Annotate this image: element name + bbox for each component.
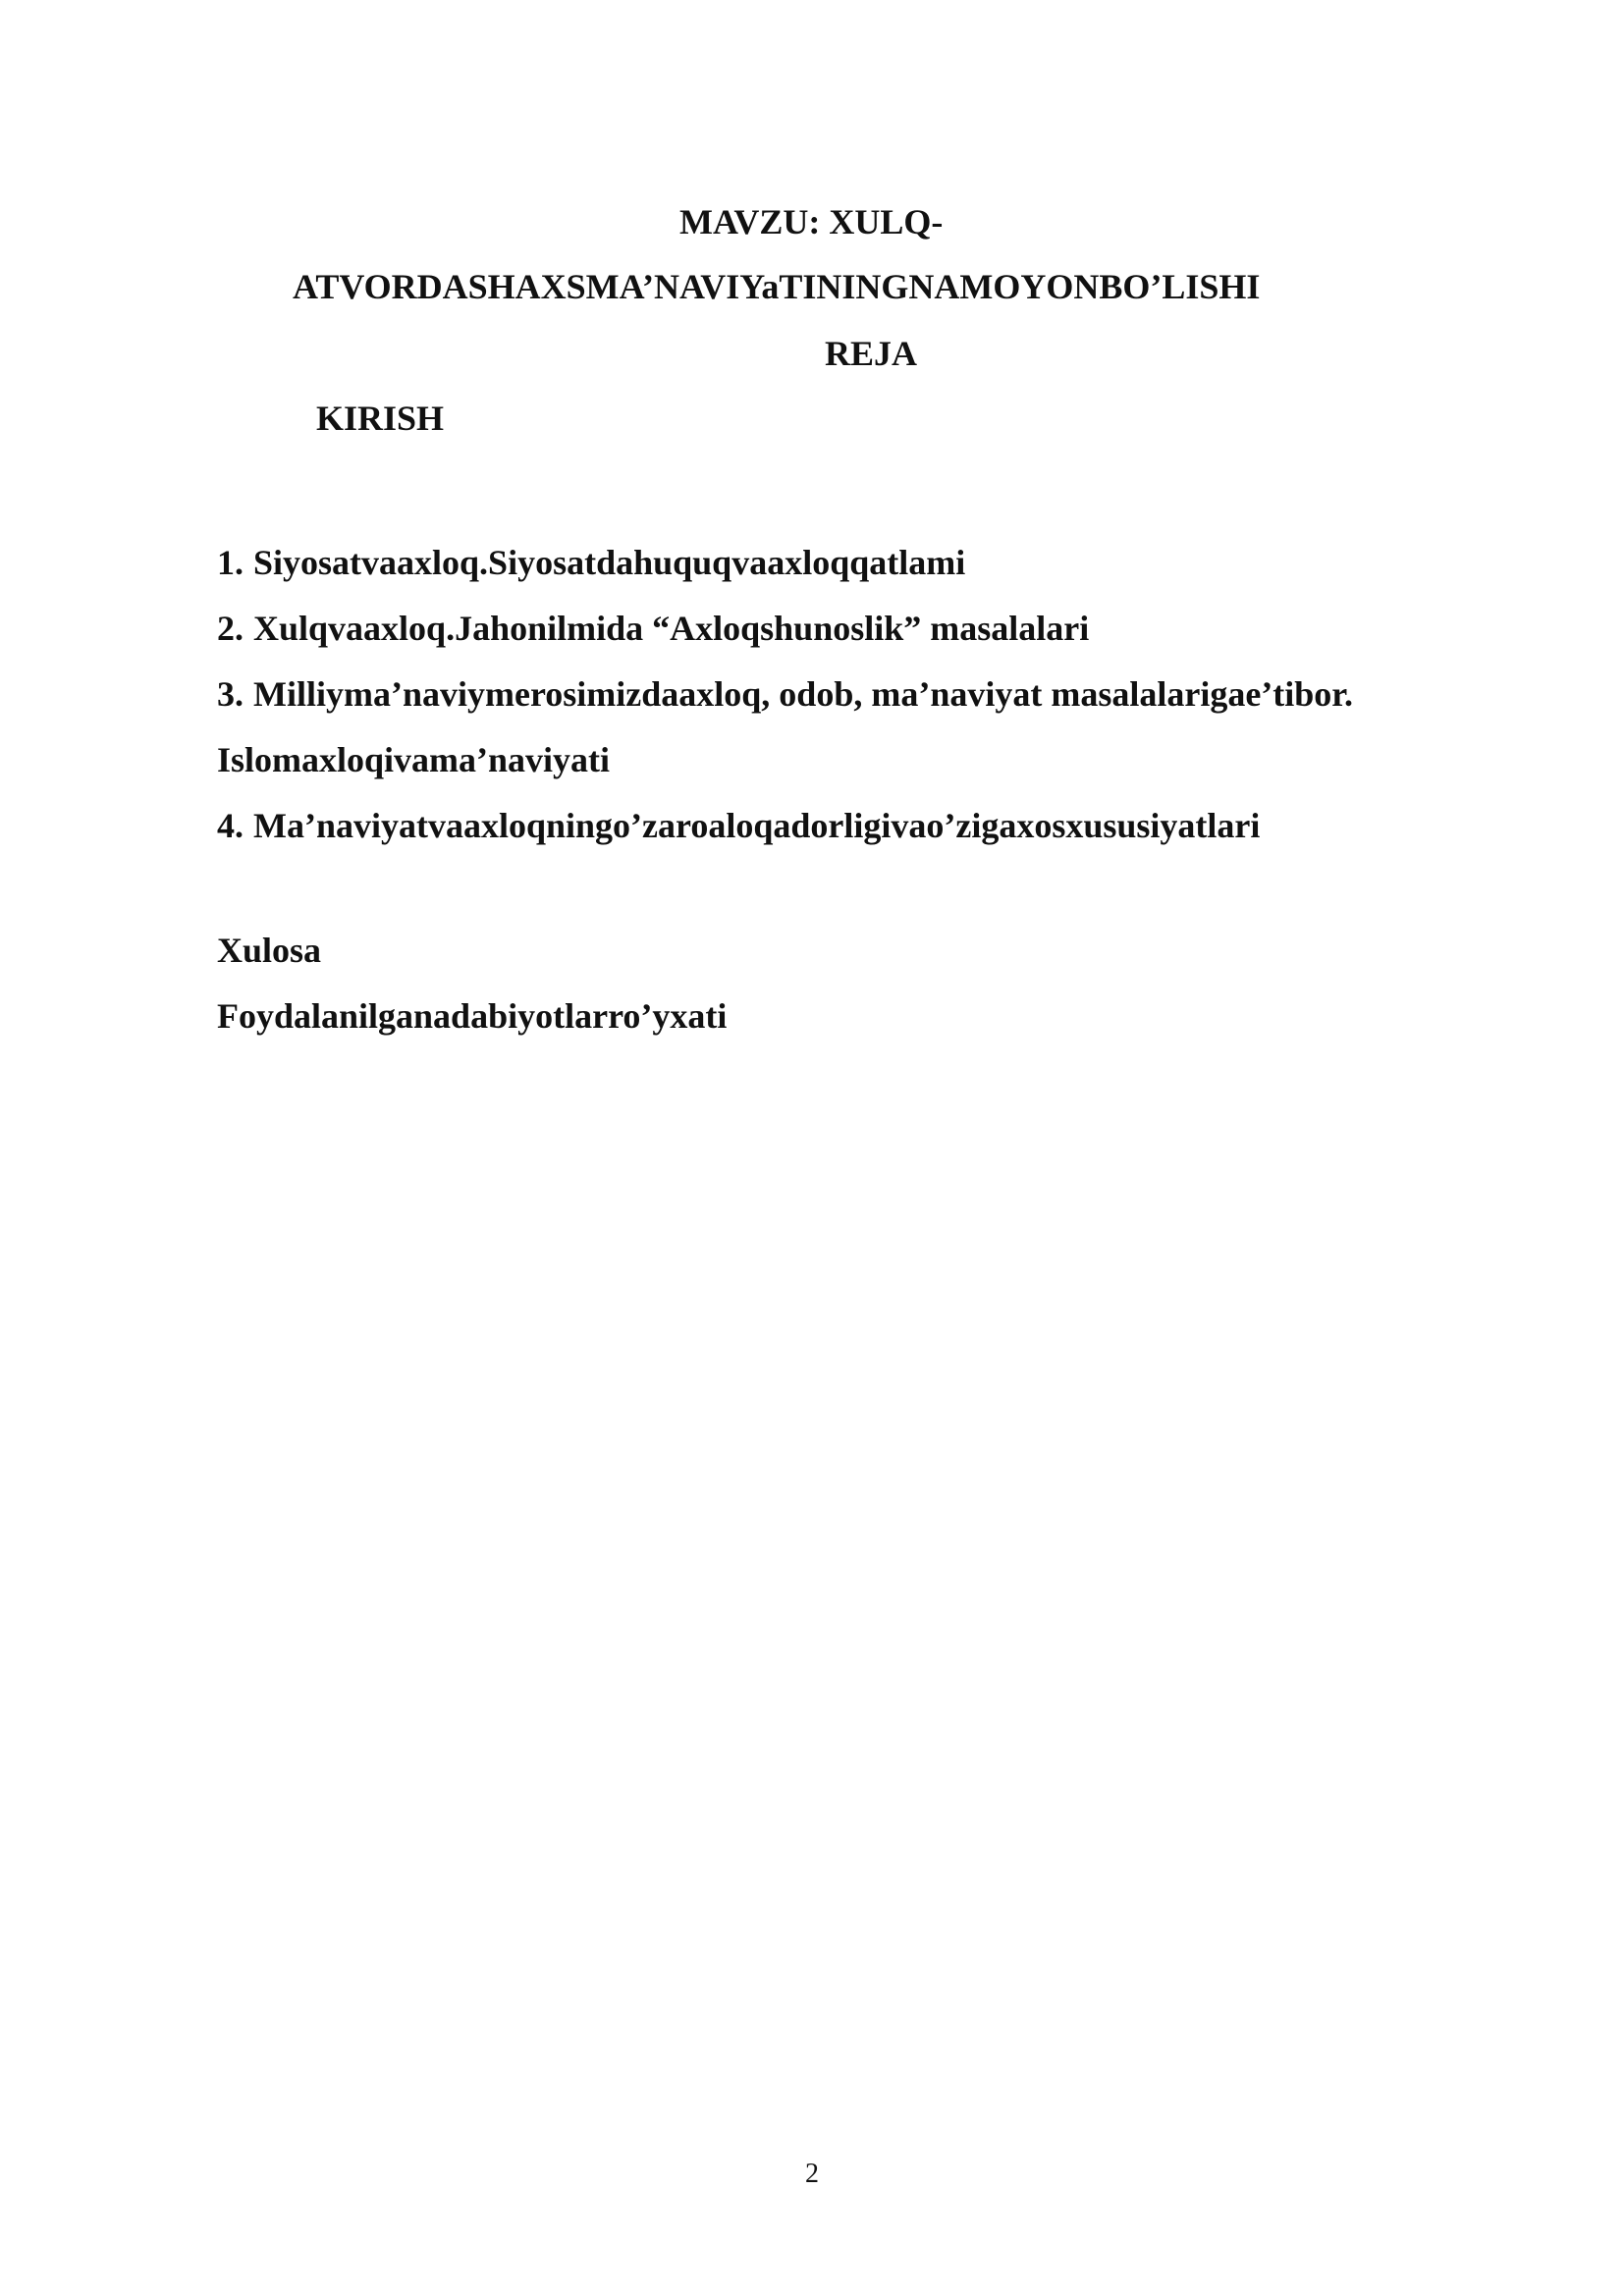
plan-item-text: Ma’naviyatvaaxloqningo’zaroaloqadorligivao’zigaxosxususiyatlari bbox=[253, 806, 1261, 845]
plan-item-2 bbox=[217, 596, 1444, 662]
document-title-line-1: MAVZU: XULQ- bbox=[679, 202, 944, 241]
plan-item-text: Xulqvaaxloq.Jahonilmida “Axloqshunoslik” masalalari bbox=[253, 609, 1090, 648]
plan-item-text: Siyosatvaaxloq.Siyosatdahuquqvaaxloqqatlami bbox=[253, 543, 966, 582]
bibliography-heading: Foydalanilganadabiyotlarro’yxati bbox=[217, 996, 728, 1036]
plan-item-number: 4. bbox=[217, 806, 244, 845]
plan-item-number: 3. bbox=[217, 674, 244, 714]
page-number: 2 bbox=[805, 2159, 819, 2189]
plan-item-number: 2. bbox=[217, 609, 244, 648]
plan-item-3 bbox=[217, 662, 1444, 793]
document-title-line-2: ATVORDASHAXSMA’NAVIYaTININGNAMOYONBO’LISHI bbox=[293, 267, 1261, 306]
plan-list bbox=[217, 530, 1444, 859]
conclusion-heading: Xulosa bbox=[217, 931, 322, 970]
plan-item-1 bbox=[217, 530, 1444, 596]
intro-heading: KIRISH bbox=[316, 399, 445, 438]
plan-item-4 bbox=[217, 793, 1444, 859]
plan-heading: REJA bbox=[825, 334, 918, 373]
plan-item-text: Milliyma’naviymerosimizdaaxloq, odob, ma’naviyat masalalarigae’tibor. Islomaxloqivama’naviyati bbox=[217, 674, 1353, 779]
plan-item-number: 1. bbox=[217, 543, 244, 582]
